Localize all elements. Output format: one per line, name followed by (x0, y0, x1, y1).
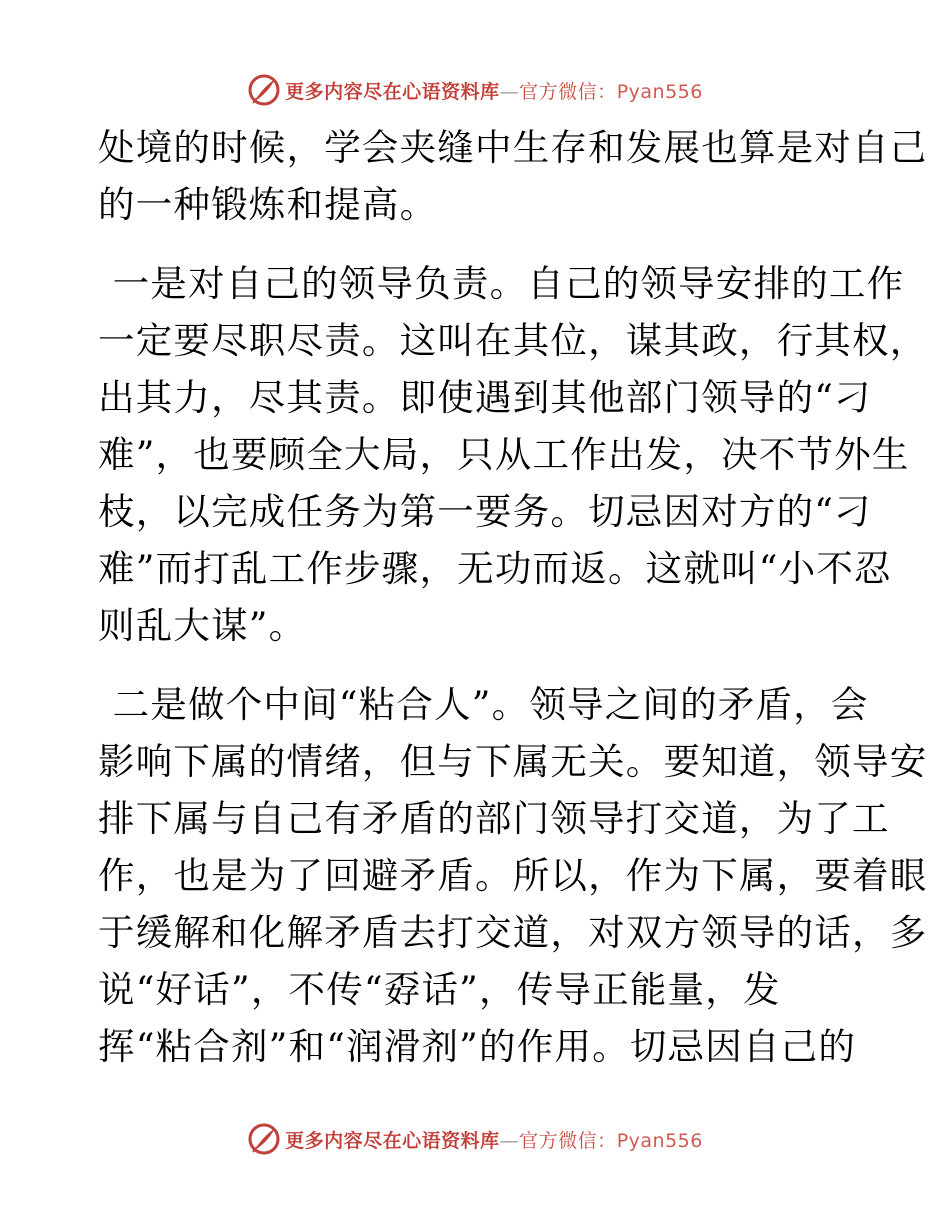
paragraph-line: 难”而打乱工作步骤，无功而返。这就叫“小不忍 (98, 547, 892, 590)
paragraph-3 (98, 676, 928, 1075)
banner-text (285, 77, 703, 104)
paragraph-line: 二是做个中间“粘合人”。领导之间的矛盾，会 (112, 683, 869, 726)
footer-banner (0, 1119, 950, 1159)
banner-dash: — (499, 1129, 520, 1152)
banner-main-text: 更多内容尽在心语资料库 (285, 1129, 500, 1152)
feather-pen-logo-icon (247, 73, 281, 107)
paragraph-line: 一是对自己的领导负责。自己的领导安排的工作 (112, 262, 905, 305)
banner-wechat-label: 官方微信： (519, 80, 617, 103)
header-banner (0, 70, 950, 110)
paragraph-line: 影响下属的情绪，但与下属无关。要知道，领导安 (98, 740, 928, 783)
paragraph-line: 出其力，尽其责。即使遇到其他部门领导的“刁 (98, 376, 872, 419)
paragraph-2 (98, 255, 928, 654)
paragraph-1 (98, 119, 928, 233)
paragraph-line: 一定要尽职尽责。这叫在其位，谋其政，行其权， (98, 319, 928, 362)
paragraph-line: 挥“粘合剂”和“润滑剂”的作用。切忌因自己的 (98, 1025, 857, 1068)
paragraph-line: 排下属与自己有矛盾的部门领导打交道，为了工 (98, 797, 890, 840)
paragraph-line: 难”，也要顾全大局，只从工作出发，决不节外生 (98, 433, 910, 476)
paragraph-line: 作，也是为了回避矛盾。所以，作为下属，要着眼 (98, 854, 928, 897)
paragraph-line: 处境的时候，学会夹缝中生存和发展也算是对自己 (98, 126, 928, 169)
paragraph-line: 则乱大谋”。 (98, 604, 307, 647)
banner-main-text: 更多内容尽在心语资料库 (285, 80, 500, 103)
document-body (98, 119, 928, 1097)
feather-pen-logo-icon (247, 1122, 281, 1156)
paragraph-line: 于缓解和化解矛盾去打交道，对双方领导的话，多 (98, 911, 928, 954)
banner-dash: — (499, 80, 520, 103)
banner-text (285, 1126, 703, 1153)
banner-wechat-label: 官方微信： (519, 1129, 617, 1152)
paragraph-line: 枝，以完成任务为第一要务。切忌因对方的“刁 (98, 490, 872, 533)
banner-wechat-id: Pyan556 (616, 80, 703, 103)
paragraph-line: 的一种锻炼和提高。 (98, 183, 438, 226)
paragraph-line: 说“好话”，不传“孬话”，传导正能量，发 (98, 968, 781, 1011)
banner-wechat-id: Pyan556 (616, 1129, 703, 1152)
